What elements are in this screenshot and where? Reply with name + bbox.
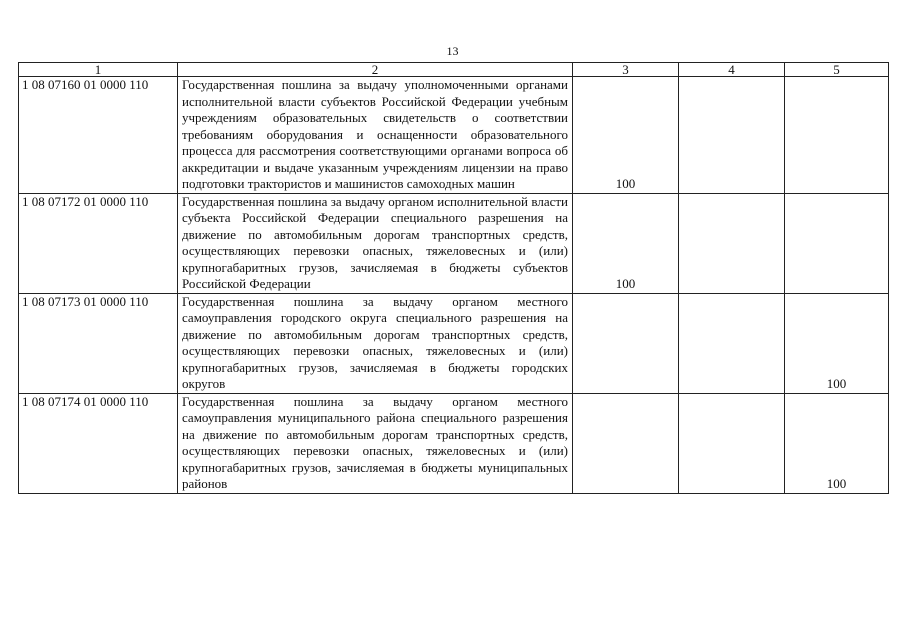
table-header-row: [19, 63, 889, 77]
revenue-code-cell: 1 08 07172 01 0000 110: [19, 193, 178, 293]
value-cell-col3: [573, 293, 679, 393]
table-row: [19, 77, 889, 194]
budget-revenue-table: [18, 62, 889, 494]
column-header-2: 2: [178, 63, 573, 77]
revenue-description-cell: Государственная пошлина за выдачу органом местного самоуправления городского округа специального разрешения на движение по автомобильным дорогам транспортных средств, осуществляющих перевозки опасных, тяжеловесных и (или) крупногабаритных грузов, зачисляемая в бюджеты городских округов: [178, 293, 573, 393]
value-cell-col3: 100: [573, 193, 679, 293]
revenue-description-cell: Государственная пошлина за выдачу уполномоченными органами исполнительной власти субъектов Российской Федерации учебным учреждениям образовательных свидетельств о соответствии требованиям оборудования и оснащенности образовательного процесса для рассмотрения соответствующими органами вопроса об аккредитации и выдаче указанным учреждениям лицензии на право подготовки трактористов и машинистов самоходных машин: [178, 77, 573, 194]
value-cell-col4: [679, 293, 785, 393]
value-cell-col5: [785, 77, 889, 194]
value-cell-col4: [679, 393, 785, 493]
revenue-code-cell: 1 08 07173 01 0000 110: [19, 293, 178, 393]
column-header-4: 4: [679, 63, 785, 77]
value-cell-col5: 100: [785, 293, 889, 393]
value-cell-col5: [785, 193, 889, 293]
table-row: [19, 293, 889, 393]
value-cell-col4: [679, 77, 785, 194]
value-cell-col5: 100: [785, 393, 889, 493]
page-number: 13: [446, 44, 459, 58]
column-header-5: 5: [785, 63, 889, 77]
column-header-1: 1: [19, 63, 178, 77]
table-row: [19, 193, 889, 293]
table-row: [19, 393, 889, 493]
column-header-3: 3: [573, 63, 679, 77]
revenue-description-cell: Государственная пошлина за выдачу органом местного самоуправления муниципального района специального разрешения на движение по автомобильным дорогам транспортных средств, осуществляющих перевозки опасных, тяжеловесных и (или) крупногабаритных грузов, зачисляемая в бюджеты муниципальных районов: [178, 393, 573, 493]
value-cell-col3: [573, 393, 679, 493]
revenue-code-cell: 1 08 07160 01 0000 110: [19, 77, 178, 194]
revenue-code-cell: 1 08 07174 01 0000 110: [19, 393, 178, 493]
revenue-description-cell: Государственная пошлина за выдачу органом исполнительной власти субъекта Российской Федерации специального разрешения на движение по автомобильным дорогам транспортных средств, осуществляющих перевозки опасных, тяжеловесных и (или) крупногабаритных грузов, зачисляемая в бюджеты субъектов Российской Федерации: [178, 193, 573, 293]
value-cell-col3: 100: [573, 77, 679, 194]
value-cell-col4: [679, 193, 785, 293]
